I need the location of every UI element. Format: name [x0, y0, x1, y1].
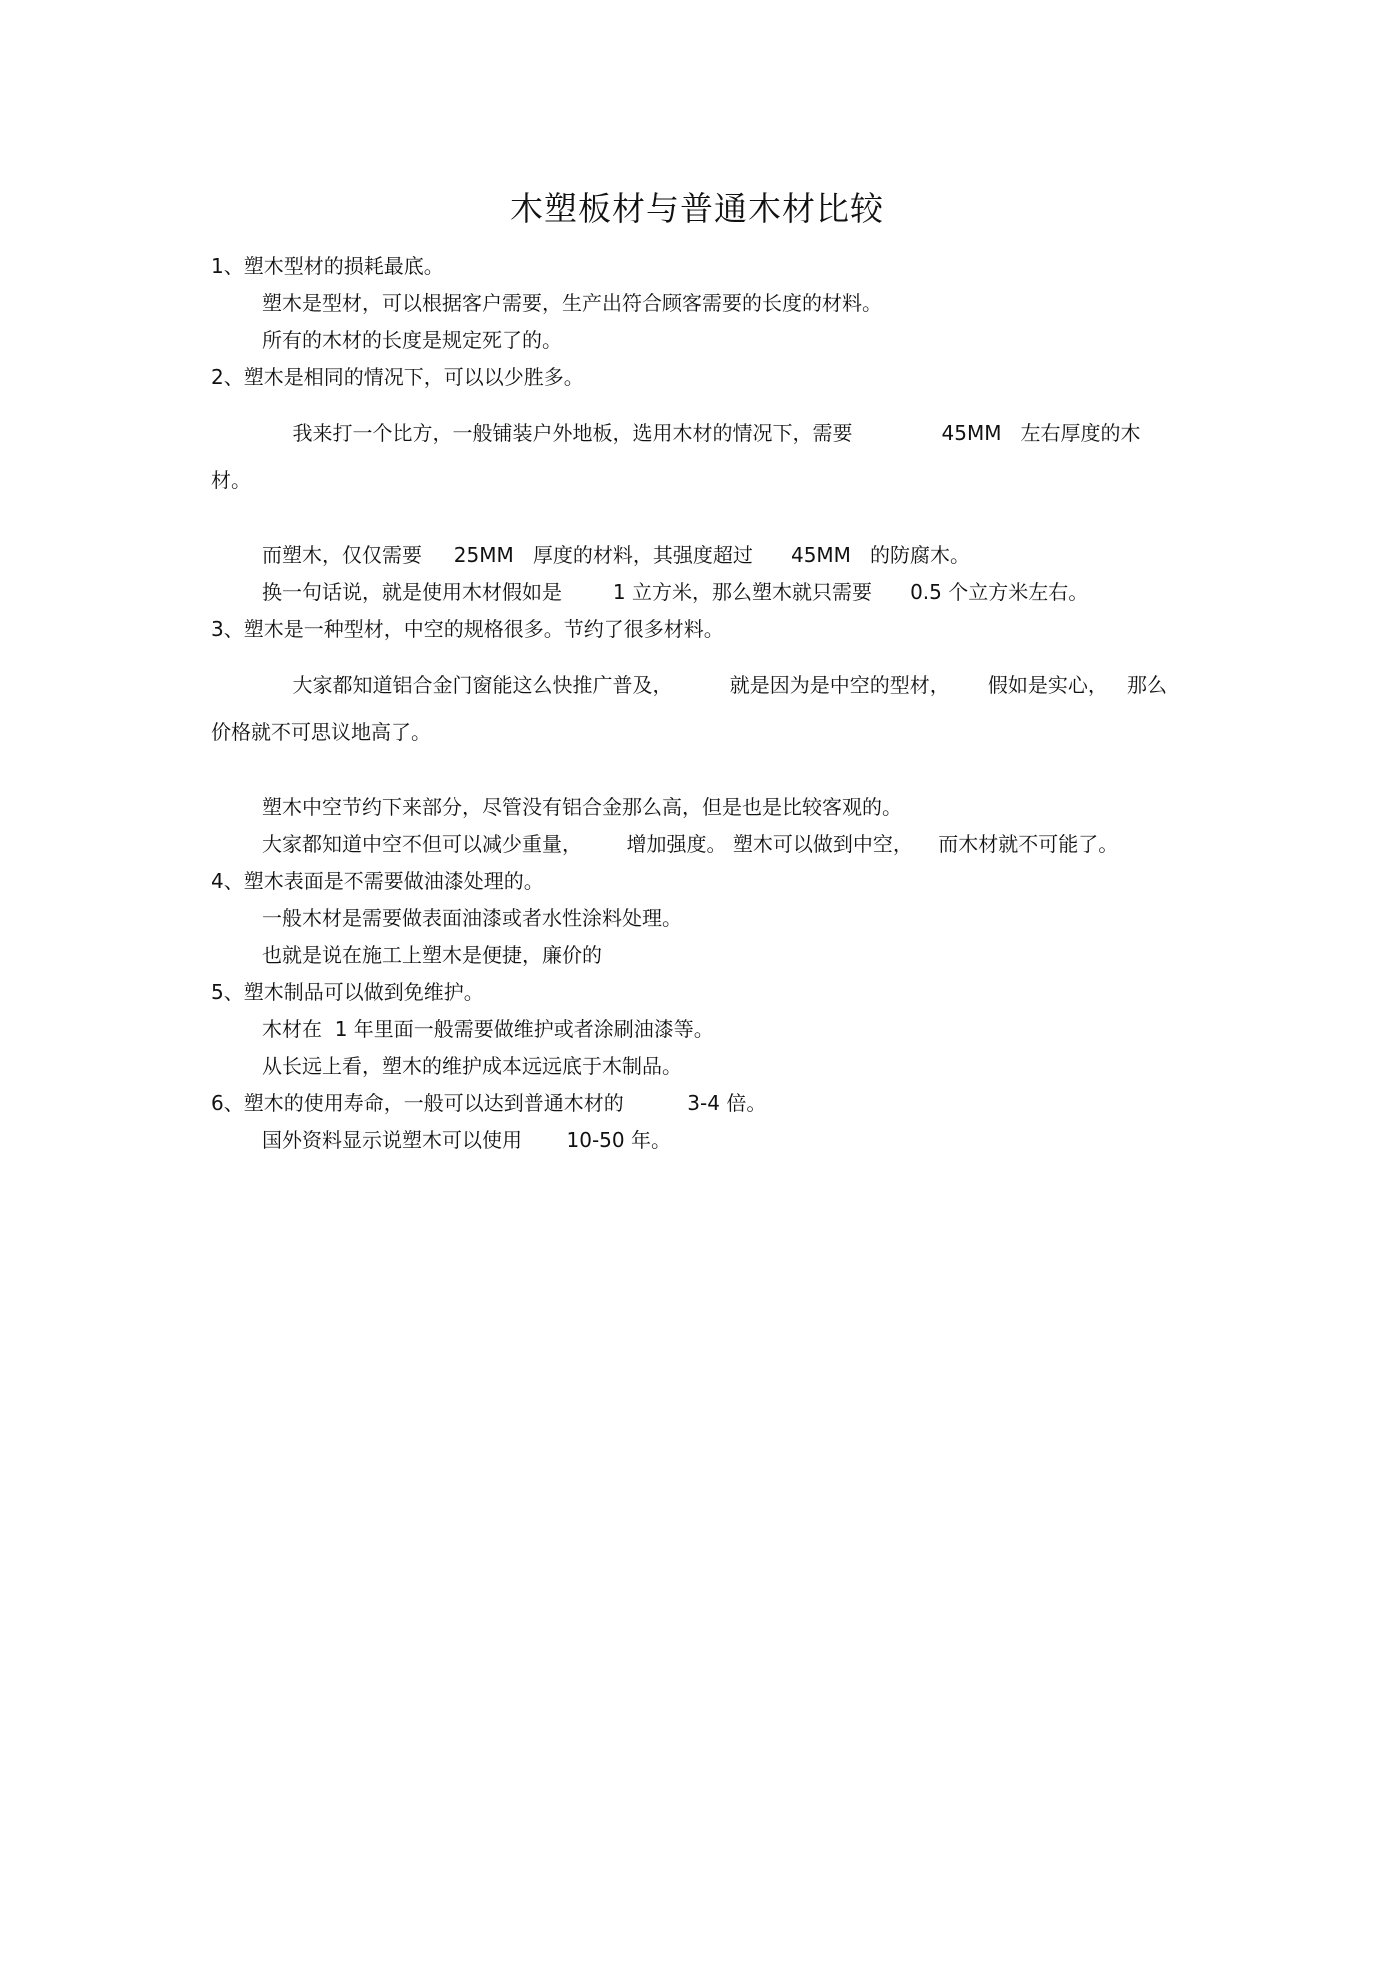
section-2-line-2: 换一句话说，就是使用木材假如是 1 立方米，那么塑木就只需要 0.5 个立方米左右。 [262, 580, 1089, 604]
section-2-line-1: 而塑木，仅仅需要 25MM 厚度的材料，其强度超过 45MM 的防腐木。 [262, 543, 970, 567]
section-3-paragraph-1-cont: 价格就不可思议地高了。 [211, 720, 431, 744]
section-5-line-1: 木材在 1 年里面一般需要做维护或者涂刷油漆等。 [262, 1017, 714, 1041]
document-title: 木塑板材与普通木材比较 [510, 189, 884, 228]
section-2-paragraph-1-first: 我来打一个比方，一般铺装户外地板，选用木材的情况下，需要 45MM 左右厚度的木 [292, 421, 1141, 445]
section-1-line-1: 塑木是型材，可以根据客户需要，生产出符合顾客需要的长度的材料。 [262, 291, 882, 315]
section-1-line-2: 所有的木材的长度是规定死了的。 [262, 328, 562, 352]
section-heading-5: 5、塑木制品可以做到免维护。 [211, 980, 484, 1004]
section-2-paragraph-1-cont: 材。 [211, 468, 251, 492]
section-3-paragraph-1 [211, 652, 1191, 784]
section-3-paragraph-1-first: 大家都知道铝合金门窗能这么快推广普及， 就是因为是中空的型材， 假如是实心， 那么 [292, 673, 1167, 697]
section-3-line-2: 大家都知道中空不但可以减少重量， 增加强度。 塑木可以做到中空， 而木材就不可能了。 [262, 832, 1119, 856]
section-5-line-2: 从长远上看，塑木的维护成本远远底于木制品。 [262, 1054, 682, 1078]
section-2-paragraph-1 [211, 400, 1191, 532]
document-body [211, 252, 1191, 1154]
section-heading-1: 1、塑木型材的损耗最底。 [211, 254, 444, 278]
section-4-line-1: 一般木材是需要做表面油漆或者水性涂料处理。 [262, 906, 682, 930]
section-heading-2: 2、塑木是相同的情况下，可以以少胜多。 [211, 365, 584, 389]
section-heading-4: 4、塑木表面是不需要做油漆处理的。 [211, 869, 544, 893]
section-4-line-2: 也就是说在施工上塑木是便捷，廉价的 [262, 943, 602, 967]
section-heading-6: 6、塑木的使用寿命，一般可以达到普通木材的 3-4 倍。 [211, 1091, 767, 1115]
section-6-line-1: 国外资料显示说塑木可以使用 10-50 年。 [262, 1128, 671, 1152]
section-heading-3: 3、塑木是一种型材，中空的规格很多。节约了很多材料。 [211, 617, 724, 641]
section-3-line-1: 塑木中空节约下来部分，尽管没有铝合金那么高，但是也是比较客观的。 [262, 795, 902, 819]
